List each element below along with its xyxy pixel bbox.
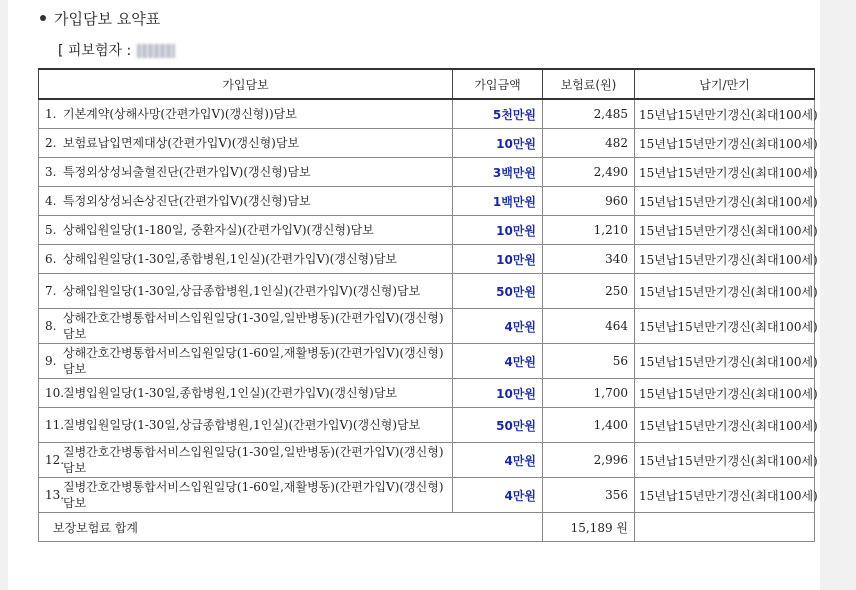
coverage-name — [39, 216, 453, 245]
coverage-text: 질병간호간병통합서비스입원일당(1-30일,일반병동)(간편가입Ⅴ)(갱신형)담보 — [63, 445, 444, 475]
coverage-premium: 356 — [543, 478, 635, 513]
row-number: 12. — [45, 453, 65, 467]
coverage-amount: 4만원 — [453, 344, 543, 379]
coverage-term: 15년납15년만기갱신(최대100세) — [635, 408, 815, 443]
table-row — [39, 216, 815, 245]
coverage-amount: 10만원 — [453, 129, 543, 158]
coverage-name — [39, 274, 453, 309]
total-label: 보장보험료 합계 — [39, 513, 543, 542]
row-number: 6. — [45, 252, 57, 266]
coverage-name — [39, 478, 453, 513]
coverage-term: 15년납15년만기갱신(최대100세) — [635, 344, 815, 379]
coverage-term: 15년납15년만기갱신(최대100세) — [635, 443, 815, 478]
total-value: 15,189 원 — [543, 513, 635, 542]
total-empty-cell — [635, 513, 815, 542]
row-number: 11. — [45, 418, 65, 432]
row-number: 10. — [45, 386, 65, 400]
coverage-premium: 1,700 — [543, 379, 635, 408]
coverage-premium: 1,210 — [543, 216, 635, 245]
coverage-text: 상해입원일당(1-30일,상급종합병원,1인실)(간편가입Ⅴ)(갱신형)담보 — [63, 284, 421, 298]
row-number: 8. — [45, 319, 57, 333]
coverage-amount: 3백만원 — [453, 158, 543, 187]
row-number: 2. — [45, 136, 57, 150]
bullet-icon — [40, 15, 46, 21]
header-term: 납기/만기 — [635, 69, 815, 99]
total-row — [39, 513, 815, 542]
coverage-text: 질병입원일당(1-30일,상급종합병원,1인실)(간편가입Ⅴ)(갱신형)담보 — [63, 418, 421, 432]
table-row — [39, 274, 815, 309]
coverage-text: 특정외상성뇌출혈진단(간편가입Ⅴ)(갱신형)담보 — [63, 165, 311, 179]
section-title-text: 가입담보 요약표 — [54, 10, 161, 28]
coverage-term: 15년납15년만기갱신(최대100세) — [635, 274, 815, 309]
table-row — [39, 187, 815, 216]
coverage-premium: 56 — [543, 344, 635, 379]
coverage-term: 15년납15년만기갱신(최대100세) — [635, 158, 815, 187]
coverage-text: 질병입원일당(1-30일,종합병원,1인실)(간편가입Ⅴ)(갱신형)담보 — [63, 386, 398, 400]
table-row — [39, 478, 815, 513]
header-amount: 가입금액 — [453, 69, 543, 99]
row-number: 4. — [45, 194, 57, 208]
coverage-name — [39, 158, 453, 187]
table-row — [39, 129, 815, 158]
coverage-amount: 5천만원 — [453, 99, 543, 129]
coverage-premium: 2,996 — [543, 443, 635, 478]
coverage-summary-table — [38, 68, 818, 542]
row-number: 13. — [45, 488, 65, 502]
coverage-text: 상해입원일당(1-180일, 중환자실)(간편가입Ⅴ)(갱신형)담보 — [63, 223, 374, 237]
coverage-premium: 464 — [543, 309, 635, 344]
coverage-amount: 10만원 — [453, 216, 543, 245]
coverage-amount: 4만원 — [453, 309, 543, 344]
table-row — [39, 158, 815, 187]
row-number: 3. — [45, 165, 57, 179]
coverage-text: 상해입원일당(1-30일,종합병원,1인실)(간편가입Ⅴ)(갱신형)담보 — [63, 252, 398, 266]
coverage-amount: 10만원 — [453, 245, 543, 274]
header-coverage: 가입담보 — [39, 69, 453, 99]
row-number: 9. — [45, 354, 57, 368]
coverage-amount: 4만원 — [453, 443, 543, 478]
coverage-premium: 960 — [543, 187, 635, 216]
coverage-term: 15년납15년만기갱신(최대100세) — [635, 379, 815, 408]
coverage-text: 특정외상성뇌손상진단(간편가입Ⅴ)(갱신형)담보 — [63, 194, 311, 208]
coverage-premium: 2,490 — [543, 158, 635, 187]
coverage-text: 기본계약(상해사망(간편가입Ⅴ)(갱신형))담보 — [63, 107, 297, 121]
coverage-term: 15년납15년만기갱신(최대100세) — [635, 129, 815, 158]
table-row — [39, 99, 815, 129]
redacted-name — [137, 44, 175, 58]
row-number: 1. — [45, 107, 57, 121]
coverage-name — [39, 344, 453, 379]
coverage-premium: 482 — [543, 129, 635, 158]
coverage-amount: 4만원 — [453, 478, 543, 513]
coverage-premium: 340 — [543, 245, 635, 274]
coverage-term: 15년납15년만기갱신(최대100세) — [635, 245, 815, 274]
header-premium: 보험료(원) — [543, 69, 635, 99]
coverage-amount: 10만원 — [453, 379, 543, 408]
coverage-term: 15년납15년만기갱신(최대100세) — [635, 478, 815, 513]
insured-label: [ 피보험자 : — [58, 43, 132, 59]
table-row — [39, 245, 815, 274]
coverage-name — [39, 408, 453, 443]
coverage-term: 15년납15년만기갱신(최대100세) — [635, 216, 815, 245]
coverage-premium: 2,485 — [543, 99, 635, 129]
table-row — [39, 309, 815, 344]
coverage-name — [39, 443, 453, 478]
coverage-term: 15년납15년만기갱신(최대100세) — [635, 99, 815, 129]
coverage-name — [39, 309, 453, 344]
coverage-text: 상해간호간병통합서비스입원일당(1-60일,재활병동)(간편가입Ⅴ)(갱신형)담보 — [63, 346, 444, 376]
coverage-amount: 1백만원 — [453, 187, 543, 216]
table-row — [39, 443, 815, 478]
coverage-text: 상해간호간병통합서비스입원일당(1-30일,일반병동)(간편가입Ⅴ)(갱신형)담보 — [63, 311, 444, 341]
coverage-name — [39, 187, 453, 216]
coverage-premium: 1,400 — [543, 408, 635, 443]
coverage-amount: 50만원 — [453, 274, 543, 309]
coverage-text: 질병간호간병통합서비스입원일당(1-60일,재활병동)(간편가입Ⅴ)(갱신형)담보 — [63, 480, 444, 510]
table-header-row — [39, 69, 815, 99]
coverage-term: 15년납15년만기갱신(최대100세) — [635, 309, 815, 344]
row-number: 5. — [45, 223, 57, 237]
coverage-term: 15년납15년만기갱신(최대100세) — [635, 187, 815, 216]
coverage-name — [39, 245, 453, 274]
insured-person — [58, 40, 175, 60]
table-row — [39, 408, 815, 443]
coverage-name — [39, 379, 453, 408]
coverage-name — [39, 99, 453, 129]
row-number: 7. — [45, 284, 57, 298]
section-title — [40, 8, 160, 29]
coverage-text: 보험료납입면제대상(간편가입Ⅴ)(갱신형)담보 — [63, 136, 300, 150]
coverage-name — [39, 129, 453, 158]
table-row — [39, 379, 815, 408]
table-row — [39, 344, 815, 379]
coverage-amount: 50만원 — [453, 408, 543, 443]
coverage-premium: 250 — [543, 274, 635, 309]
